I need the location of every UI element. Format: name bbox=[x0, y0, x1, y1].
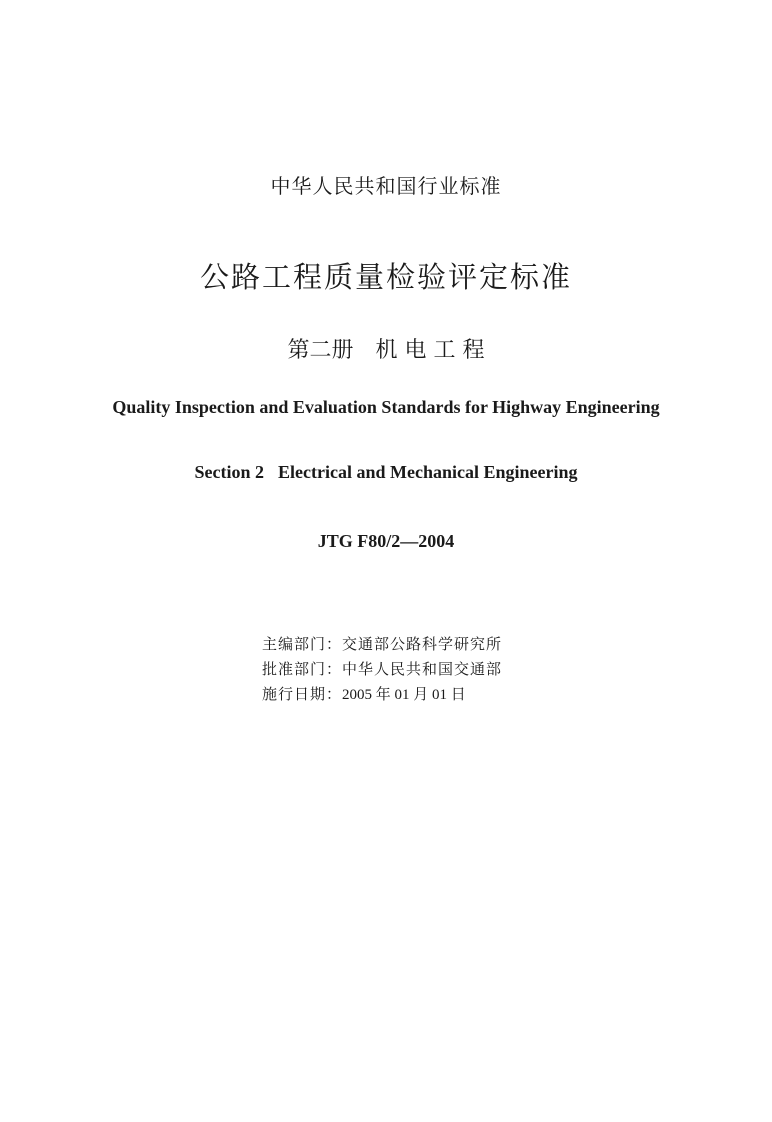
effective-date-value: 2005 年 01 月 01 日 bbox=[342, 687, 466, 703]
title-chinese: 公路工程质量检验评定标准 bbox=[199, 260, 572, 294]
volume-name: 机 电 工 程 bbox=[375, 338, 485, 363]
editor-row bbox=[262, 632, 502, 657]
standard-type: 中华人民共和国行业标准 bbox=[270, 174, 502, 198]
section-heading bbox=[0, 462, 772, 483]
editor-value: 交通部公路科学研究所 bbox=[342, 635, 503, 653]
title-english: Quality Inspection and Evaluation Standards for Highway Engineering bbox=[112, 397, 660, 417]
section-number: Section 2 bbox=[194, 462, 264, 482]
volume-label: 第二册 bbox=[287, 338, 354, 363]
publication-info bbox=[262, 632, 502, 708]
approver-row bbox=[262, 657, 502, 682]
effective-label: 施行日期： bbox=[262, 685, 343, 703]
standard-code: JTG F80/2—2004 bbox=[317, 531, 455, 551]
effective-date-row bbox=[262, 682, 502, 708]
editor-label: 主编部门： bbox=[262, 635, 343, 653]
section-name: Electrical and Mechanical Engineering bbox=[278, 462, 578, 482]
approver-label: 批准部门： bbox=[262, 660, 343, 678]
volume-heading bbox=[0, 333, 772, 364]
approver-value: 中华人民共和国交通部 bbox=[342, 660, 503, 678]
